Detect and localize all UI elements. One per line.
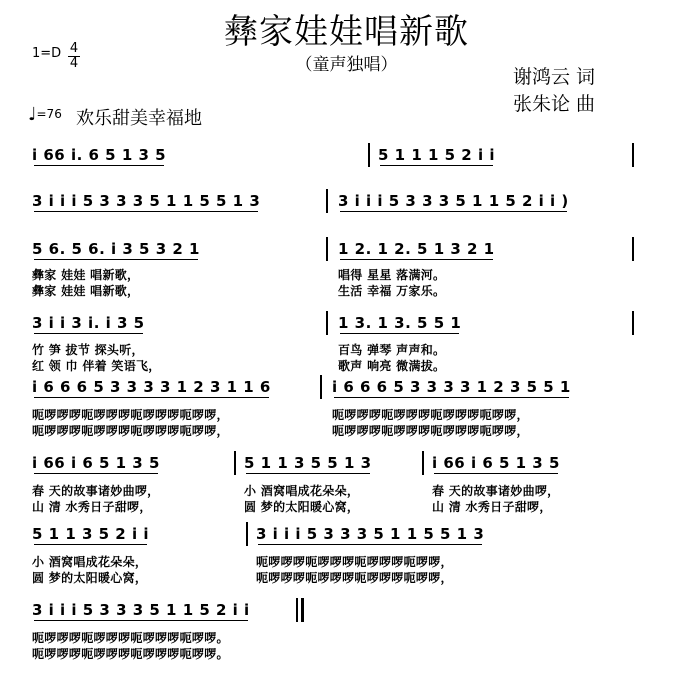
- row3-notes-right: 1 2. 1 2. 5 1 3 2 1: [338, 240, 495, 258]
- row6-notes-right: i 66 i 6 5 1 3 5: [432, 454, 560, 472]
- row4-lyric2-right: 歌声 响亮 微满拔。: [338, 359, 446, 373]
- row5-notes-right: i 6 6 6 5 3 3 3 3 1 2 3 5 5 1: [332, 378, 571, 396]
- rhythm-beam: [258, 544, 482, 545]
- row1-notes-left: i 66 i. 6 5 1 3 5: [32, 146, 167, 164]
- rhythm-beam: [34, 165, 164, 166]
- rhythm-beam: [334, 397, 569, 398]
- key-signature: 1=D: [32, 46, 62, 61]
- barline: [320, 375, 322, 399]
- row7-notes-left: 5 1 1 3 5 2 i i: [32, 525, 149, 543]
- row4-notes-right: 1 3. 1 3. 5 5 1: [338, 314, 462, 332]
- row7-lyric2-right: 呃啰啰啰呃啰啰啰呃啰啰啰呃啰啰，: [256, 571, 453, 585]
- quarter-note-icon: ♩: [28, 104, 37, 125]
- song-title: 彝家娃娃唱新歌: [224, 12, 469, 52]
- row1-notes-right: 5 1 1 1 5 2 i i: [378, 146, 495, 164]
- time-signature-bottom: 4: [69, 56, 79, 71]
- row3-lyric1-right: 唱得 星星 落满河。: [338, 268, 446, 282]
- barline: [422, 451, 424, 475]
- rhythm-beam: [380, 165, 493, 166]
- row4-lyric1-left: 竹 笋 拔节 探头听，: [32, 343, 144, 357]
- barline: [234, 451, 236, 475]
- row6-lyric2-middle: 圆 梦的太阳暖心窝，: [244, 500, 360, 514]
- row5-lyric2-right: 呃啰啰啰呃啰啰啰呃啰啰啰呃啰啰，: [332, 424, 529, 438]
- row6-notes-left: i 66 i 6 5 1 3 5: [32, 454, 160, 472]
- time-signature: [68, 42, 80, 71]
- row2-notes-right: 3 i i i 5 3 3 3 5 1 1 5 2 i i ): [338, 192, 569, 210]
- row6-lyric1-left: 春 天的故事诸妙曲啰，: [32, 484, 160, 498]
- lyricist-credit: 谢鸿云 词: [513, 66, 596, 88]
- row8-lyric2: 呃啰啰啰呃啰啰啰呃啰啰啰呃啰啰。: [32, 647, 229, 661]
- row5-lyric1-left: 呃啰啰啰呃啰啰啰呃啰啰啰呃啰啰，: [32, 408, 229, 422]
- row8-lyric1: 呃啰啰啰呃啰啰啰呃啰啰啰呃啰啰。: [32, 631, 229, 645]
- barline: [632, 311, 634, 335]
- barline: [326, 189, 328, 213]
- row7-lyric1-left: 小 酒窝唱成花朵朵，: [32, 555, 148, 569]
- row5-lyric1-right: 呃啰啰啰呃啰啰啰呃啰啰啰呃啰啰，: [332, 408, 529, 422]
- rhythm-beam: [34, 397, 269, 398]
- barline: [632, 143, 634, 167]
- row3-lyric1-left: 彝家 娃娃 唱新歌，: [32, 268, 140, 282]
- row4-lyric2-left: 红 领 巾 伴着 笑语飞，: [32, 359, 161, 373]
- rhythm-beam: [340, 211, 567, 212]
- row6-lyric2-left: 山 清 水秀日子甜啰，: [32, 500, 152, 514]
- rhythm-beam: [34, 620, 248, 621]
- row6-notes-middle: 5 1 1 3 5 5 1 3: [244, 454, 372, 472]
- row7-notes-right: 3 i i i 5 3 3 3 5 1 1 5 5 1 3: [256, 525, 485, 543]
- row4-notes-left: 3 i i 3 i. i 3 5: [32, 314, 145, 332]
- barline: [246, 522, 248, 546]
- row5-lyric2-left: 呃啰啰啰呃啰啰啰呃啰啰啰呃啰啰，: [32, 424, 229, 438]
- rhythm-beam: [340, 259, 493, 260]
- barline: [326, 311, 328, 335]
- row8-notes: 3 i i i 5 3 3 3 5 1 1 5 2 i i: [32, 601, 250, 619]
- final-barline-thin: [296, 598, 298, 622]
- tempo-marking: [28, 104, 62, 125]
- barline: [326, 237, 328, 261]
- row6-lyric1-middle: 小 酒窝唱成花朵朵，: [244, 484, 360, 498]
- rhythm-beam: [34, 211, 258, 212]
- rhythm-beam: [340, 333, 459, 334]
- row3-notes-left: 5 6. 5 6. i 3 5 3 2 1: [32, 240, 200, 258]
- row3-lyric2-right: 生活 幸福 万家乐。: [338, 284, 446, 298]
- rhythm-beam: [34, 333, 143, 334]
- barline: [632, 237, 634, 261]
- row6-lyric2-right: 山 清 水秀日子甜啰，: [432, 500, 552, 514]
- row2-notes-left: 3 i i i 5 3 3 3 5 1 1 5 5 1 3: [32, 192, 261, 210]
- row6-lyric1-right: 春 天的故事诸妙曲啰，: [432, 484, 560, 498]
- song-subtitle: （童声独唱）: [295, 55, 398, 75]
- time-signature-top: 4: [69, 41, 79, 56]
- composer-credit: 张朱论 曲: [513, 93, 596, 115]
- rhythm-beam: [434, 473, 558, 474]
- final-barline-thick: [301, 598, 304, 622]
- rhythm-beam: [246, 473, 370, 474]
- row4-lyric1-right: 百鸟 弹琴 声声和。: [338, 343, 446, 357]
- tempo-value: =76: [36, 107, 62, 121]
- rhythm-beam: [34, 259, 198, 260]
- row5-notes-left: i 6 6 6 5 3 3 3 3 1 2 3 1 1 6: [32, 378, 271, 396]
- rhythm-beam: [34, 544, 147, 545]
- expression-marking: 欢乐甜美幸福地: [76, 108, 202, 129]
- row7-lyric2-left: 圆 梦的太阳暖心窝，: [32, 571, 148, 585]
- barline: [368, 143, 370, 167]
- row7-lyric1-right: 呃啰啰啰呃啰啰啰呃啰啰啰呃啰啰，: [256, 555, 453, 569]
- rhythm-beam: [34, 473, 158, 474]
- row3-lyric2-left: 彝家 娃娃 唱新歌，: [32, 284, 140, 298]
